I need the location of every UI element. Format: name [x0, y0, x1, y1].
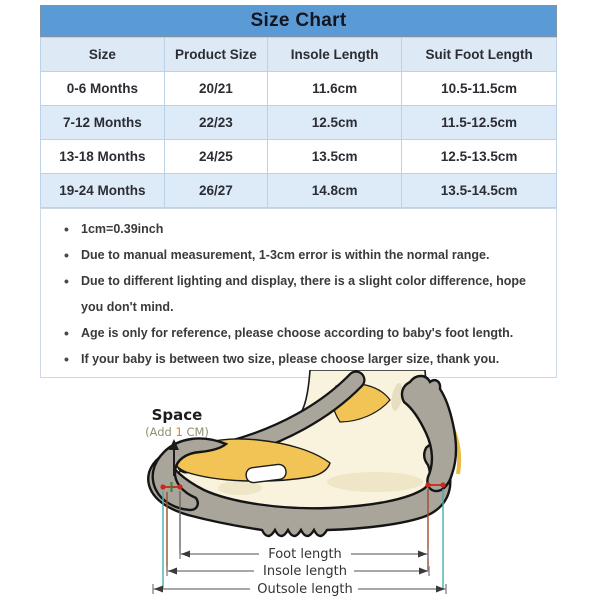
notes-list: [51, 216, 544, 372]
note-item: • 1cm=0.39inch: [51, 216, 544, 242]
column-header-product-size: Product Size: [164, 38, 267, 72]
table-cell: 10.5-11.5cm: [402, 72, 557, 106]
table-cell: 11.6cm: [268, 72, 402, 106]
table-cell: 11.5-12.5cm: [402, 106, 557, 140]
column-header-size: Size: [41, 38, 165, 72]
foot-length-dimension: [180, 547, 428, 563]
note-item: • Due to manual measurement, 1-3cm error is within the normal range.: [51, 242, 544, 268]
note-item: • Due to different lighting and display, there is a slight color difference, hope you don't mind.: [51, 268, 544, 320]
outsole-length-label: Outsole length: [257, 582, 353, 597]
table-cell: 13.5-14.5cm: [402, 174, 557, 208]
table-cell: 12.5-13.5cm: [402, 140, 557, 174]
table-cell: 7-12 Months: [41, 106, 165, 140]
table-row: [41, 72, 557, 106]
notes-box: [40, 208, 557, 378]
table-cell: 20/21: [164, 72, 267, 106]
outsole-length-dimension: [153, 582, 446, 598]
page-title: Size Chart: [250, 10, 347, 31]
table-cell: 13-18 Months: [41, 140, 165, 174]
table-cell: 13.5cm: [268, 140, 402, 174]
table-cell: 24/25: [164, 140, 267, 174]
space-sub-label: (Add 1 CM): [145, 425, 209, 439]
table-cell: 14.8cm: [268, 174, 402, 208]
insole-length-label: Insole length: [263, 564, 347, 579]
size-table: [40, 37, 557, 208]
foot-shading: [218, 481, 262, 495]
title-bar: [40, 5, 557, 37]
table-cell: 12.5cm: [268, 106, 402, 140]
foot-shading: [327, 472, 423, 492]
column-header-suit-foot-length: Suit Foot Length: [402, 38, 557, 72]
table-row: [41, 106, 557, 140]
table-row: [41, 140, 557, 174]
space-label: Space: [151, 406, 203, 424]
column-header-insole-length: Insole Length: [268, 38, 402, 72]
insole-length-dimension: [167, 564, 429, 580]
foot-length-label: Foot length: [268, 547, 342, 562]
table-cell: 22/23: [164, 106, 267, 140]
table-cell: 0-6 Months: [41, 72, 165, 106]
table-cell: 26/27: [164, 174, 267, 208]
size-chart-sheet: [40, 5, 557, 378]
table-header-row: [41, 38, 557, 72]
table-cell: 19-24 Months: [41, 174, 165, 208]
table-row: [41, 174, 557, 208]
note-item: • If your baby is between two size, please choose larger size, thank you.: [51, 346, 544, 372]
foot-measurement-diagram: [120, 370, 570, 600]
note-item: • Age is only for reference, please choose according to baby's foot length.: [51, 320, 544, 346]
